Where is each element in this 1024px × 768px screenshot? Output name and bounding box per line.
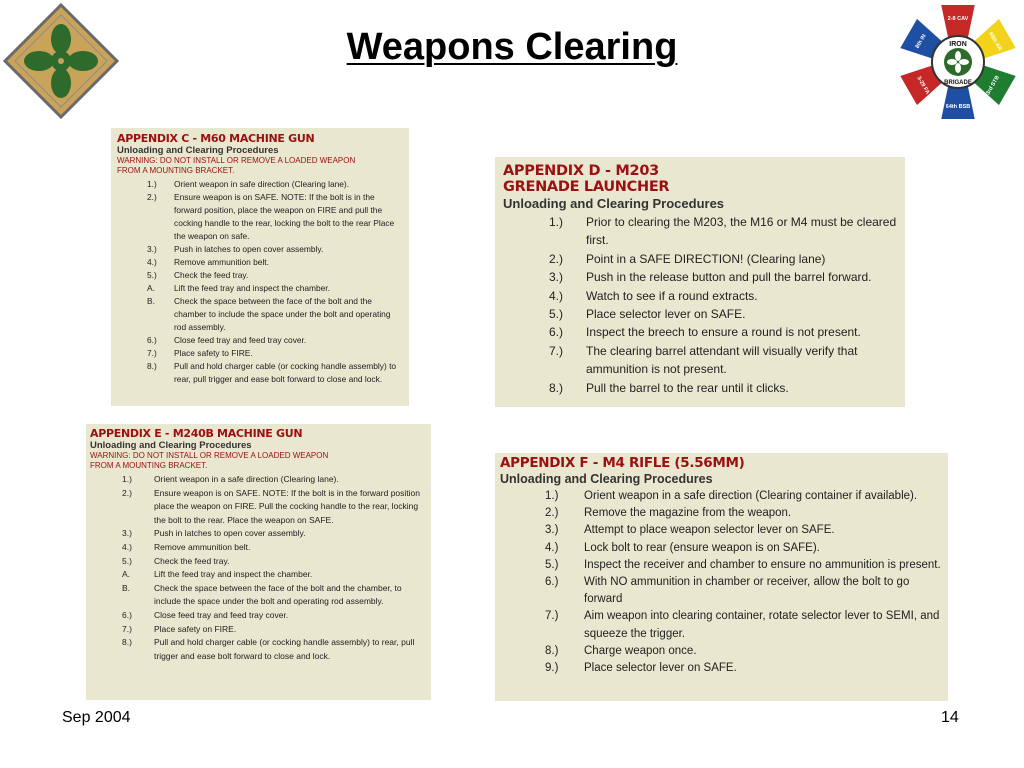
slide-title: Weapons Clearing <box>346 26 678 68</box>
step-number: 8.) <box>549 380 564 395</box>
step-list <box>549 213 897 397</box>
step-number: A. <box>147 283 155 293</box>
appendix-f-panel <box>495 453 948 701</box>
step-text: Orient weapon in a safe direction (Clearing container if available). <box>584 490 918 502</box>
badge-unit-2: 68th AR <box>987 31 1003 52</box>
list-item <box>122 555 427 569</box>
step-number: 6.) <box>545 576 559 589</box>
list-item <box>545 557 943 574</box>
panel-warning: FROM A MOUNTING BRACKET. <box>90 461 208 470</box>
step-number: A. <box>122 569 131 580</box>
step-number: 3.) <box>549 270 564 285</box>
step-text: Lock bolt to rear (ensure weapon is on SAFE). <box>584 541 820 554</box>
list-item <box>122 623 427 637</box>
list-item <box>122 636 427 663</box>
list-item <box>545 608 943 642</box>
step-text: Pull and hold charger cable (or cocking handle assembly) to rear, pull trigger and ease bolt forward to close and lock. <box>154 637 415 661</box>
step-number: 7.) <box>545 610 559 623</box>
step-number: 5.) <box>122 555 132 566</box>
badge-unit-3: 3rd STB <box>985 74 1002 97</box>
list-item <box>549 379 897 397</box>
step-number: 3.) <box>545 524 559 537</box>
panel-title: APPENDIX D - M203 <box>503 163 659 179</box>
step-text: Check the space between the face of the bolt and the chamber, to include the space under the bolt and operating rod assembly. <box>154 582 402 607</box>
list-item <box>147 191 403 243</box>
list-item <box>147 295 403 334</box>
panel-subtitle: Unloading and Clearing Procedures <box>500 472 713 486</box>
step-text: Watch to see if a round extracts. <box>586 288 758 303</box>
list-item <box>147 178 403 191</box>
step-number: 2.) <box>545 507 559 520</box>
badge-unit-5: 3-29 FA <box>915 75 931 96</box>
list-item <box>549 268 897 286</box>
list-item <box>122 609 427 623</box>
step-text: Aim weapon into clearing container, rotate selector lever to SEMI, and squeeze the trigger. <box>584 610 940 640</box>
step-number: 9.) <box>545 662 559 675</box>
step-number: 8.) <box>545 644 559 657</box>
step-number: B. <box>147 296 155 306</box>
step-text: Lift the feed tray and inspect the chamber. <box>174 283 330 293</box>
step-list <box>147 178 403 386</box>
step-number: 1.) <box>545 490 559 502</box>
appendix-c-panel <box>111 128 409 406</box>
step-text: Place selector lever on SAFE. <box>586 307 746 322</box>
step-text: Point in a SAFE DIRECTION! (Clearing lane) <box>586 251 826 266</box>
step-text: Close feed tray and feed tray cover. <box>154 609 289 620</box>
step-text: Lift the feed tray and inspect the chamber. <box>154 569 313 580</box>
list-item <box>545 488 943 505</box>
list-item <box>122 568 427 582</box>
list-item <box>545 574 943 608</box>
badge-unit-1: 2-8 CAV <box>947 16 969 22</box>
list-item <box>545 522 943 539</box>
panel-subtitle: Unloading and Clearing Procedures <box>117 145 279 156</box>
step-text: Remove ammunition belt. <box>174 257 269 267</box>
step-number: 1.) <box>122 474 132 484</box>
step-number: 7.) <box>147 348 157 358</box>
step-number: 5.) <box>545 558 559 571</box>
step-text: Pull the barrel to the rear until it clicks. <box>586 380 789 395</box>
step-text: Place safety to FIRE. <box>174 348 253 358</box>
panel-subtitle: Unloading and Clearing Procedures <box>503 196 725 211</box>
step-number: 6.) <box>549 325 564 340</box>
panel-warning: WARNING: DO NOT INSTALL OR REMOVE A LOADED WEAPON <box>117 156 356 165</box>
panel-warning: FROM A MOUNTING BRACKET. <box>117 166 235 175</box>
step-list <box>545 488 943 677</box>
list-item <box>549 250 897 268</box>
step-text: Attempt to place weapon selector lever on SAFE. <box>584 524 835 537</box>
step-number: 3.) <box>147 244 157 254</box>
step-number: 8.) <box>122 637 132 648</box>
list-item <box>549 305 897 323</box>
step-text: Push in latches to open cover assembly. <box>154 528 306 539</box>
step-number: 2.) <box>549 251 564 266</box>
footer-date: Sep 2004 <box>62 709 131 726</box>
step-text: Orient weapon in a safe direction (Clearing lane). <box>154 474 339 484</box>
step-text: Charge weapon once. <box>584 644 697 657</box>
step-number: 3.) <box>122 528 132 539</box>
list-item <box>122 582 427 609</box>
step-number: 1.) <box>549 215 564 229</box>
appendix-e-panel <box>86 424 431 700</box>
step-number: 4.) <box>545 541 559 554</box>
step-number: 7.) <box>549 343 564 358</box>
step-number: 4.) <box>147 257 157 267</box>
step-number: 5.) <box>147 270 157 280</box>
step-text: Place selector lever on SAFE. <box>584 662 737 675</box>
step-text: Check the feed tray. <box>154 555 230 566</box>
list-item <box>549 213 897 250</box>
list-item <box>147 334 403 347</box>
step-text: Check the space between the face of the bolt and the chamber to include the space under the bolt and operating rod assembly. <box>174 296 391 332</box>
panel-subtitle: Unloading and Clearing Procedures <box>90 440 252 451</box>
step-number: 7.) <box>122 623 132 634</box>
iron-brigade-badge-icon <box>896 2 1020 122</box>
step-number: 5.) <box>549 307 564 322</box>
list-item <box>545 643 943 660</box>
step-number: B. <box>122 582 131 593</box>
step-text: Ensure weapon is on SAFE. NOTE: If the bolt is in the forward position place the weapon on FIRE. Pull the cocking handle to the rear, locking the bolt to the rear. Place the weapon on SAFE. <box>154 487 420 525</box>
step-text: Inspect the breech to ensure a round is not present. <box>586 325 861 340</box>
step-number: 4.) <box>122 541 132 552</box>
step-text: Push in latches to open cover assembly. <box>174 244 324 254</box>
list-item <box>545 540 943 557</box>
step-text: Remove the magazine from the weapon. <box>584 507 792 520</box>
step-text: The clearing barrel attendant will visually verify that ammunition is not present. <box>586 343 858 377</box>
badge-unit-6: 8th IN <box>914 33 928 50</box>
list-item <box>147 347 403 360</box>
step-text: Prior to clearing the M203, the M16 or M4 must be cleared first. <box>586 215 897 248</box>
list-item <box>147 282 403 295</box>
page-number: 14 <box>941 709 959 726</box>
list-item <box>549 342 897 379</box>
step-text: Remove ammunition belt. <box>154 541 251 552</box>
list-item <box>549 323 897 341</box>
step-text: With NO ammunition in chamber or receiver, allow the bolt to go forward <box>584 576 910 606</box>
panel-title: GRENADE LAUNCHER <box>503 179 670 195</box>
step-number: 1.) <box>147 179 157 189</box>
step-number: 4.) <box>549 288 564 303</box>
step-text: Orient weapon in safe direction (Clearing lane). <box>174 179 350 189</box>
panel-title: APPENDIX E - M240B MACHINE GUN <box>90 427 303 440</box>
step-number: 8.) <box>147 361 157 371</box>
step-number: 6.) <box>147 335 157 345</box>
list-item <box>147 243 403 256</box>
step-text: Push in the release button and pull the barrel forward. <box>586 270 872 285</box>
step-text: Place safety on FIRE. <box>154 623 237 634</box>
list-item <box>545 505 943 522</box>
step-text: Check the feed tray. <box>174 270 249 280</box>
step-text: Pull and hold charger cable (or cocking handle assembly) to rear, pull trigger and ease bolt forward to close and lock. <box>174 361 397 384</box>
panel-title: APPENDIX C - M60 MACHINE GUN <box>117 132 315 145</box>
badge-center-bottom: BRIGADE <box>944 80 972 86</box>
list-item <box>122 541 427 555</box>
list-item <box>147 256 403 269</box>
step-text: Ensure weapon is on SAFE. NOTE: If the bolt is in the forward position, place the weapon on FIRE and pull the cocking handle to the rear, locking the bolt to the rear Place the weapon on safe. <box>174 192 395 241</box>
list-item <box>545 660 943 677</box>
step-number: 2.) <box>122 487 132 498</box>
panel-warning: WARNING: DO NOT INSTALL OR REMOVE A LOADED WEAPON <box>90 451 329 460</box>
step-number: 6.) <box>122 609 132 620</box>
list-item <box>122 527 427 541</box>
list-item <box>122 473 427 487</box>
badge-unit-4: 64th BSB <box>945 104 971 110</box>
list-item <box>147 269 403 282</box>
list-item <box>122 487 427 528</box>
step-text: Close feed tray and feed tray cover. <box>174 335 307 345</box>
step-list <box>122 473 427 663</box>
list-item <box>549 287 897 305</box>
list-item <box>147 360 403 386</box>
badge-center-top: IRON <box>949 41 967 48</box>
appendix-d-panel <box>495 157 905 407</box>
step-text: Inspect the receiver and chamber to ensure no ammunition is present. <box>584 558 941 571</box>
step-number: 2.) <box>147 192 157 202</box>
panel-title: APPENDIX F - M4 RIFLE (5.56MM) <box>500 455 745 471</box>
